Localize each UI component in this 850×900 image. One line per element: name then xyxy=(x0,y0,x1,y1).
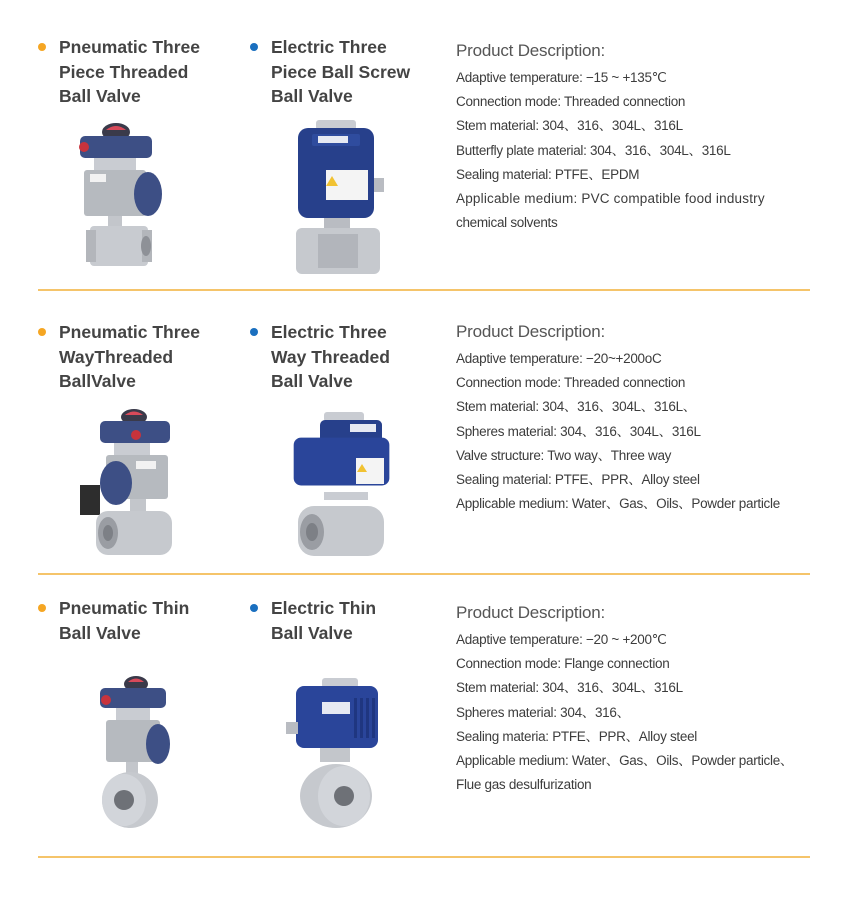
description-line: Stem material: 304、316、304L、316L xyxy=(456,680,683,696)
description-line: Sealing materia: PTFE、PPR、Alloy steel xyxy=(456,728,697,744)
section-divider xyxy=(38,289,810,291)
description-line: Sealing material: PTFE、PPR、Alloy steel xyxy=(456,472,700,488)
pneumatic-bullet-icon xyxy=(38,43,46,51)
description-line: Flue gas desulfurization xyxy=(456,777,592,793)
electric-product-title[interactable]: Electric Three Way Threaded Ball Valve xyxy=(271,322,390,391)
description-line: Connection mode: Threaded connection xyxy=(456,94,686,110)
electric-bullet-icon xyxy=(250,328,258,336)
pneumatic-bullet-icon xyxy=(38,604,46,612)
description-heading: Product Description: xyxy=(456,41,606,60)
description-line: Adaptive temperature: −15 ~ +135℃ xyxy=(456,70,667,85)
electric-bullet-icon xyxy=(250,43,258,51)
description-line: Sealing material: PTFE、EPDM xyxy=(456,166,640,182)
description-line: Stem material: 304、316、304L、316L xyxy=(456,118,683,134)
pneumatic-product-title[interactable]: Pneumatic Three Piece Threaded Ball Valve xyxy=(59,37,201,106)
description-line: Stem material: 304、316、304L、316L、 xyxy=(456,399,696,415)
electric-thin-valve-image[interactable] xyxy=(284,676,384,831)
description-line: Spheres material: 304、316、 xyxy=(456,704,630,720)
description-line: Connection mode: Flange connection xyxy=(456,656,670,672)
description-line: Butterfly plate material: 304、316、304L、316L xyxy=(456,142,731,158)
pneumatic-product-title[interactable]: Pneumatic Three WayThreaded BallValve xyxy=(59,322,201,391)
description-line: Adaptive temperature: −20~+200oC xyxy=(456,351,662,366)
pneumatic-bullet-icon xyxy=(38,328,46,336)
electric-product-title[interactable]: Electric Thin Ball Valve xyxy=(271,598,377,643)
description-line: Valve structure: Two way、Three way xyxy=(456,447,672,463)
electric-product-title[interactable]: Electric Three Piece Ball Screw Ball Valve xyxy=(271,37,411,106)
pneumatic-three-way-valve-image[interactable] xyxy=(76,405,176,560)
section-divider xyxy=(38,573,810,575)
electric-three-way-valve-image[interactable] xyxy=(290,410,390,560)
product-description xyxy=(456,602,826,797)
description-line: Adaptive temperature: −20 ~ +200℃ xyxy=(456,632,667,647)
description-line: chemical solvents xyxy=(456,215,558,231)
electric-bullet-icon xyxy=(250,604,258,612)
description-line: Applicable medium: PVC compatible food industry xyxy=(456,191,765,207)
section-divider xyxy=(38,856,810,858)
description-heading: Product Description: xyxy=(456,603,606,622)
description-line: Connection mode: Threaded connection xyxy=(456,375,686,391)
electric-three-piece-valve-image[interactable] xyxy=(288,118,388,280)
description-heading: Product Description: xyxy=(456,322,606,341)
description-line: Applicable medium: Water、Gas、Oils、Powder particle、 xyxy=(456,753,794,769)
pneumatic-product-title[interactable]: Pneumatic Thin Ball Valve xyxy=(59,598,190,643)
pneumatic-thin-valve-image[interactable] xyxy=(92,672,172,832)
pneumatic-three-piece-valve-image[interactable] xyxy=(72,120,172,280)
product-description xyxy=(456,40,826,235)
description-line: Applicable medium: Water、Gas、Oils、Powder particle xyxy=(456,496,780,512)
product-description xyxy=(456,321,826,516)
description-line: Spheres material: 304、316、304L、316L xyxy=(456,423,701,439)
